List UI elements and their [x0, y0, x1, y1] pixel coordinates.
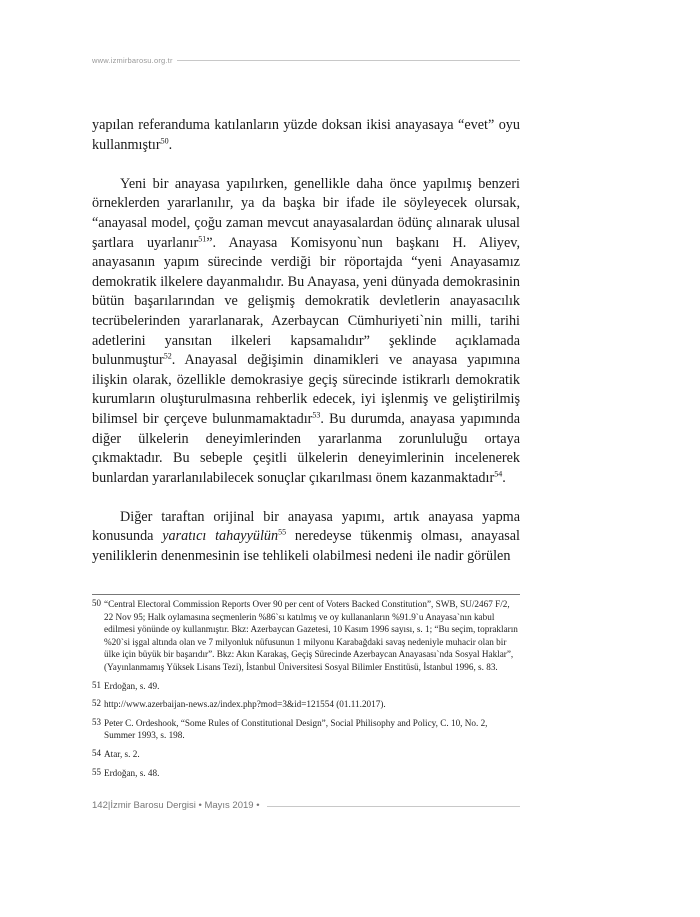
header-rule [177, 60, 520, 61]
text-run: Yeni bir anayasa yapılırken, genellikle daha önce yapılmış benzeri örneklerden yararlanılır, ya da başka bir ifade ile söyleyecek olursak, “anayasal model, çoğu zaman mevcut anayasalardan ödünç alınarak ulusal şartlara uyarlanır [92, 175, 520, 251]
footnote-text: Erdoğan, s. 49. [104, 680, 160, 691]
running-header [92, 56, 520, 66]
text-run: ”. Anayasa Komisyonu`nun başkanı H. Aliyev, anayasanın yapım sürecinde verdiği bir röportajda “yeni Anayasamız demokratik ilkelere dayanmalıdır. Bu Anayasa, yeni dünyada demokrasinin bütün başarılarından ve gelişmiş demokratik devletlerin anayasacılık tecrübelerinden yararlanarak, Azerbaycan Cümhuriyeti`nin milli, tarihi adetlerini yansıtan ilkeleri kapsamalıdır” şeklinde açıklamada bulunmuştur [92, 234, 521, 369]
footer-rule [267, 806, 520, 807]
text-run: . [502, 469, 506, 486]
text-run: . [168, 136, 173, 153]
footnote-ref: 55 [278, 527, 287, 537]
footnote [92, 680, 520, 693]
text-run: neredeyse tükenmiş olması, anayasal yeniliklerin denenmesinin ise tehlikeli olabilmesi nedeni ile nadir görülen [92, 528, 521, 565]
footnote-ref: 51 [198, 233, 207, 243]
footnote-number: 52 [92, 698, 101, 709]
footnote-ref: 52 [163, 351, 172, 361]
footnote [92, 598, 520, 674]
footnotes [92, 598, 520, 785]
footnote-number: 53 [92, 716, 101, 727]
footer-text: 142|İzmir Barosu Dergisi • Mayıs 2019 • [92, 800, 260, 811]
footnote-number: 50 [92, 598, 101, 608]
header-url: www.izmirbarosu.org.tr [92, 56, 173, 65]
footnote-ref: 53 [312, 410, 321, 420]
text-run: yapılan referanduma katılanların yüzde doksan ikisi anayasaya “evet” oyu kullanmıştır [92, 117, 520, 153]
paragraph [92, 116, 520, 155]
footnote-text: Peter C. Ordeshook, “Some Rules of Constitutional Design”, Social Philisophy and Policy, C. 10, No. 2, Summer 1993, s. 198. [104, 717, 488, 741]
footnote [92, 748, 520, 761]
footnote-ref: 54 [494, 468, 503, 478]
footnote [92, 717, 520, 742]
footnote [92, 767, 520, 780]
footnote-number: 51 [92, 679, 101, 690]
paragraph [92, 508, 520, 567]
running-footer [92, 800, 520, 814]
footnote-number: 54 [92, 747, 101, 758]
text-run: . Anayasal değişimin dinamikleri ve anayasa yapımına ilişkin olarak, özellikle demokrasiye geçiş sürecinde istikrarlı demokratik kurumların oluşturulmasına rehberlik edecek, iyi işlenmiş ve geliştirilmiş bilimsel bir çerçeve bulunmamaktadır [92, 352, 520, 427]
italic-text: yaratıcı tahayyülün [162, 528, 279, 545]
body-text [92, 116, 520, 567]
paragraph [92, 175, 520, 489]
footnote-text: “Central Electoral Commission Reports Over 90 per cent of Voters Backed Constitution”, SWB, SU/2467 F/2, 22 Nov 95; Halk oylamasına seçmenlerin %86`sı katılmış ve oy kullananların %91.9`u Anayasa`nın kabul edilmesi yönünde oy kullanmıştır. Bkz: Azerbaycan Gazetesi, 10 Kasım 1996 sayısı, s. 1; “Bu seçim, toprakların %20`si işgal altında olan ve 7 milyonluk nüfusunun 1 milyonu Karabağdaki savaş nedeniyle muhacir olan bir ülke için büyük bir başarıdır”. Bkz: Akın Karakaş, Geçiş Sürecinde Azerbaycan Anayasası`nda Sosyal Haklar”, (Yayınlanmamış Yüksek Lisans Tezi), İstanbul Üniversitesi Sosyal Bilimler Enstitüsü, İstanbul 1996, s. 83. [104, 599, 518, 672]
text-run: . Bu durumda, anayasa yapımında diğer ülkelerin deneyimlerinden yararlanma zorunluluğu ortaya çıkmaktadır. Bu sebeple çeşitli ülkelerin deneyimlerinin incelenerek bunlardan yararlanılabilecek sonuçlar çıkarılması önem kazanmaktadır [92, 410, 520, 486]
footnote-text: Atar, s. 2. [104, 748, 140, 759]
footnote [92, 698, 520, 711]
footnote-ref: 50 [160, 135, 169, 145]
footnote-number: 55 [92, 766, 101, 777]
footnote-text: http://www.azerbaijan-news.az/index.php?mod=3&id=121554 (01.11.2017). [104, 699, 386, 710]
text-run: Diğer taraftan orijinal bir anayasa yapımı, artık anayasa yapma konusunda [92, 508, 520, 545]
footnote-separator [92, 594, 520, 595]
footnote-text: Erdoğan, s. 48. [104, 767, 160, 778]
